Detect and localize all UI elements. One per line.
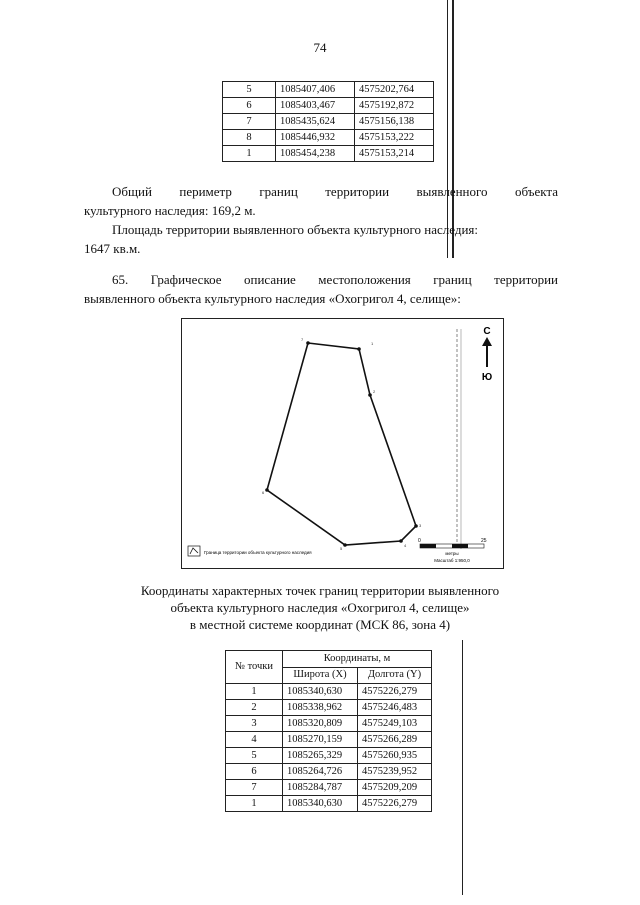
boundary-polygon (267, 343, 416, 545)
caption-line-3: в местной системе координат (МСК 86, зона 4) (189, 617, 451, 632)
longitude-cell: 4575226,279 (358, 796, 432, 812)
coordinates-table (225, 650, 432, 812)
legend-text: Граница территории объекта культурного наследия (204, 550, 312, 555)
point-number-cell: 3 (226, 716, 283, 732)
boundary-point (414, 524, 418, 528)
scale-text: Масштаб 1:950,0 (434, 558, 470, 563)
top-coordinates-table (222, 81, 434, 162)
point-label: 2 (373, 389, 376, 394)
point-number-cell: 1 (226, 796, 283, 812)
longitude-cell: 4575156,138 (355, 114, 434, 130)
table-row (226, 780, 432, 796)
header-coordinates: Координаты, м (283, 651, 432, 668)
point-label: 1 (371, 341, 374, 346)
longitude-cell: 4575192,872 (355, 98, 434, 114)
scale-bar (420, 544, 484, 548)
point-number-cell: 2 (226, 700, 283, 716)
south-label: Ю (481, 372, 493, 383)
header-longitude: Долгота (Y) (358, 667, 432, 684)
boundary-point (357, 347, 361, 351)
longitude-cell: 4575153,214 (355, 146, 434, 162)
latitude-cell: 1085435,624 (276, 114, 355, 130)
table-row (226, 748, 432, 764)
point-number-cell: 5 (226, 748, 283, 764)
boundary-point (399, 539, 403, 543)
table-row (223, 82, 434, 98)
longitude-cell: 4575246,483 (358, 700, 432, 716)
point-number-cell: 1 (223, 146, 276, 162)
point-number-cell: 4 (226, 732, 283, 748)
point-label: 4 (404, 543, 407, 548)
table-row (226, 716, 432, 732)
longitude-cell: 4575153,222 (355, 130, 434, 146)
point-label: 5 (340, 546, 343, 551)
latitude-cell: 1085454,238 (276, 146, 355, 162)
point-label: 3 (419, 523, 422, 528)
point-number-cell: 5 (223, 82, 276, 98)
perimeter-line-2: культурного наследия: 169,2 м. (84, 203, 256, 218)
latitude-cell: 1085403,467 (276, 98, 355, 114)
section-line-2: выявленного объекта культурного наследия «Охогригол 4, селище»: (84, 291, 461, 306)
longitude-cell: 4575226,279 (358, 684, 432, 700)
point-number-cell: 6 (223, 98, 276, 114)
table-row (226, 700, 432, 716)
header-point-number: № точки (226, 651, 283, 684)
table-row (223, 98, 434, 114)
table-row (226, 796, 432, 812)
longitude-cell: 4575249,103 (358, 716, 432, 732)
latitude-cell: 1085284,787 (283, 780, 358, 796)
latitude-cell: 1085338,962 (283, 700, 358, 716)
point-label: 7 (301, 337, 304, 342)
latitude-cell: 1085264,726 (283, 764, 358, 780)
area-line-1: Площадь территории выявленного объекта культурного наследия: (112, 222, 479, 237)
latitude-cell: 1085340,630 (283, 684, 358, 700)
page-number: 74 (313, 40, 327, 55)
point-number-cell: 6 (226, 764, 283, 780)
table-row (223, 130, 434, 146)
point-label: 6 (262, 490, 265, 495)
caption-line-1: Координаты характерных точек границ территории выявленного (140, 583, 500, 598)
scale-end: 25 (481, 538, 487, 544)
latitude-cell: 1085265,329 (283, 748, 358, 764)
longitude-cell: 4575260,935 (358, 748, 432, 764)
latitude-cell: 1085270,159 (283, 732, 358, 748)
table-row (226, 732, 432, 748)
legend-icon (188, 546, 200, 556)
boundary-map-svg (182, 319, 503, 568)
boundary-point (343, 543, 347, 547)
scale-unit: метры (445, 551, 459, 556)
point-number-cell: 7 (226, 780, 283, 796)
section-line-1: 65. Графическое описание местоположения границ территории (112, 272, 558, 287)
perimeter-line-1: Общий периметр границ территории выявленного объекта (112, 184, 558, 199)
longitude-cell: 4575202,764 (355, 82, 434, 98)
area-line-2: 1647 кв.м. (84, 241, 141, 256)
caption-line-2: объекта культурного наследия «Охогригол 4, селище» (170, 600, 470, 615)
table-row (223, 114, 434, 130)
boundary-point (368, 393, 372, 397)
point-number-cell: 1 (226, 684, 283, 700)
scale-zero: 0 (418, 538, 421, 544)
longitude-cell: 4575266,289 (358, 732, 432, 748)
table-row (226, 764, 432, 780)
table-row (223, 146, 434, 162)
boundary-point (265, 488, 269, 492)
north-arrow-icon (482, 337, 492, 367)
boundary-map (181, 318, 504, 569)
table-row (226, 684, 432, 700)
boundary-point (306, 341, 310, 345)
point-number-cell: 8 (223, 130, 276, 146)
point-number-cell: 7 (223, 114, 276, 130)
scan-artifact-line (462, 640, 463, 895)
latitude-cell: 1085340,630 (283, 796, 358, 812)
latitude-cell: 1085320,809 (283, 716, 358, 732)
longitude-cell: 4575209,209 (358, 780, 432, 796)
north-label: С (483, 326, 491, 337)
latitude-cell: 1085446,932 (276, 130, 355, 146)
latitude-cell: 1085407,406 (276, 82, 355, 98)
header-latitude: Широта (X) (283, 667, 358, 684)
longitude-cell: 4575239,952 (358, 764, 432, 780)
